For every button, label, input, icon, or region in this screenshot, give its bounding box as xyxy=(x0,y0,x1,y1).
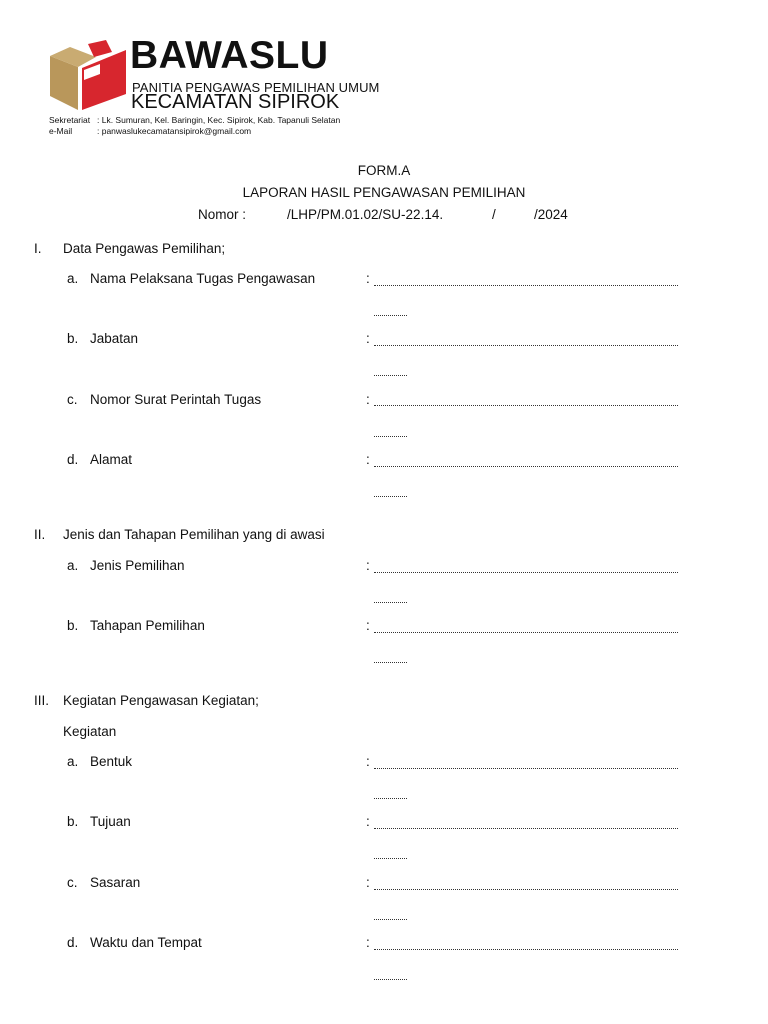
section-1-item-b-letter: b. xyxy=(67,331,79,346)
colon: : xyxy=(366,935,370,950)
colon: : xyxy=(366,452,370,467)
colon: : xyxy=(366,271,370,286)
bawaslu-logo xyxy=(48,40,128,112)
section-3-item-c-label: Sasaran xyxy=(90,875,141,890)
brand-name: BAWASLU xyxy=(130,34,329,77)
section-1-item-d-letter: d. xyxy=(67,452,79,467)
colon: : xyxy=(366,618,370,633)
section-3-item-d-label: Waktu dan Tempat xyxy=(90,935,202,950)
fill-line-continuation[interactable] xyxy=(374,662,407,663)
email-label: e-Mail xyxy=(49,126,73,136)
section-2-item-a-label: Jenis Pemilihan xyxy=(90,558,185,573)
fill-line-continuation[interactable] xyxy=(374,798,407,799)
colon: : xyxy=(366,754,370,769)
section-3-item-a-label: Bentuk xyxy=(90,754,133,769)
fill-line-continuation[interactable] xyxy=(374,919,407,920)
fill-line[interactable] xyxy=(374,889,678,890)
brand-subtitle: PANITIA PENGAWAS PEMILIHAN UMUM xyxy=(132,80,380,95)
section-1-item-c-letter: c. xyxy=(67,392,78,407)
fill-line[interactable] xyxy=(374,405,678,406)
section-1-item-a-label: Nama Pelaksana Tugas Pengawasan xyxy=(90,271,316,286)
form-title: FORM.A xyxy=(357,163,411,178)
fill-line[interactable] xyxy=(374,632,678,633)
section-1-item-a-letter: a. xyxy=(67,271,79,286)
fill-line[interactable] xyxy=(374,466,678,467)
section-3-title: Kegiatan Pengawasan Kegiatan; xyxy=(63,693,259,708)
colon: : xyxy=(366,331,370,346)
fill-line-continuation[interactable] xyxy=(374,496,407,497)
nomor-year: /2024 xyxy=(534,207,568,222)
section-3-item-d-letter: d. xyxy=(67,935,79,950)
fill-line-continuation[interactable] xyxy=(374,315,407,316)
section-1-item-b-label: Jabatan xyxy=(90,331,139,346)
section-3-number: III. xyxy=(34,693,50,708)
colon: : xyxy=(366,875,370,890)
section-2-number: II. xyxy=(34,527,46,542)
colon: : xyxy=(366,558,370,573)
nomor-code: /LHP/PM.01.02/SU-22.14. xyxy=(287,207,444,222)
section-1-number: I. xyxy=(34,241,42,256)
nomor-separator: / xyxy=(492,207,496,222)
section-2-item-b-letter: b. xyxy=(67,618,79,633)
section-3-subtitle: Kegiatan xyxy=(63,724,117,739)
section-2-item-a-letter: a. xyxy=(67,558,79,573)
secretariat-label: Sekretariat xyxy=(49,115,91,125)
email-value: : panwaslukecamatansipirok@gmail.com xyxy=(97,126,252,136)
section-3-item-b-letter: b. xyxy=(67,814,79,829)
fill-line[interactable] xyxy=(374,828,678,829)
colon: : xyxy=(366,392,370,407)
fill-line[interactable] xyxy=(374,768,678,769)
secretariat-line xyxy=(49,116,340,125)
logo-red-card xyxy=(88,40,112,57)
report-title: LAPORAN HASIL PENGAWASAN PEMILIHAN xyxy=(242,185,526,200)
fill-line-continuation[interactable] xyxy=(374,602,407,603)
fill-line[interactable] xyxy=(374,345,678,346)
section-1-item-d-label: Alamat xyxy=(90,452,133,467)
fill-line-continuation[interactable] xyxy=(374,436,407,437)
section-1-item-c-label: Nomor Surat Perintah Tugas xyxy=(90,392,262,407)
fill-line[interactable] xyxy=(374,285,678,286)
secretariat-value: : Lk. Sumuran, Kel. Baringin, Kec. Sipirok, Kab. Tapanuli Selatan xyxy=(97,115,341,125)
email-line xyxy=(49,127,251,136)
section-2-item-b-label: Tahapan Pemilihan xyxy=(90,618,205,633)
section-3-item-b-label: Tujuan xyxy=(90,814,131,829)
fill-line[interactable] xyxy=(374,949,678,950)
fill-line[interactable] xyxy=(374,572,678,573)
colon: : xyxy=(366,814,370,829)
fill-line-continuation[interactable] xyxy=(374,375,407,376)
nomor-label: Nomor : xyxy=(198,207,247,222)
section-2-title: Jenis dan Tahapan Pemilihan yang di awasi xyxy=(63,527,325,542)
section-1-title: Data Pengawas Pemilihan; xyxy=(63,241,226,256)
fill-line-continuation[interactable] xyxy=(374,858,407,859)
section-3-item-c-letter: c. xyxy=(67,875,78,890)
section-3-item-a-letter: a. xyxy=(67,754,79,769)
brand-district: KECAMATAN SIPIROK xyxy=(131,91,340,113)
fill-line-continuation[interactable] xyxy=(374,979,407,980)
